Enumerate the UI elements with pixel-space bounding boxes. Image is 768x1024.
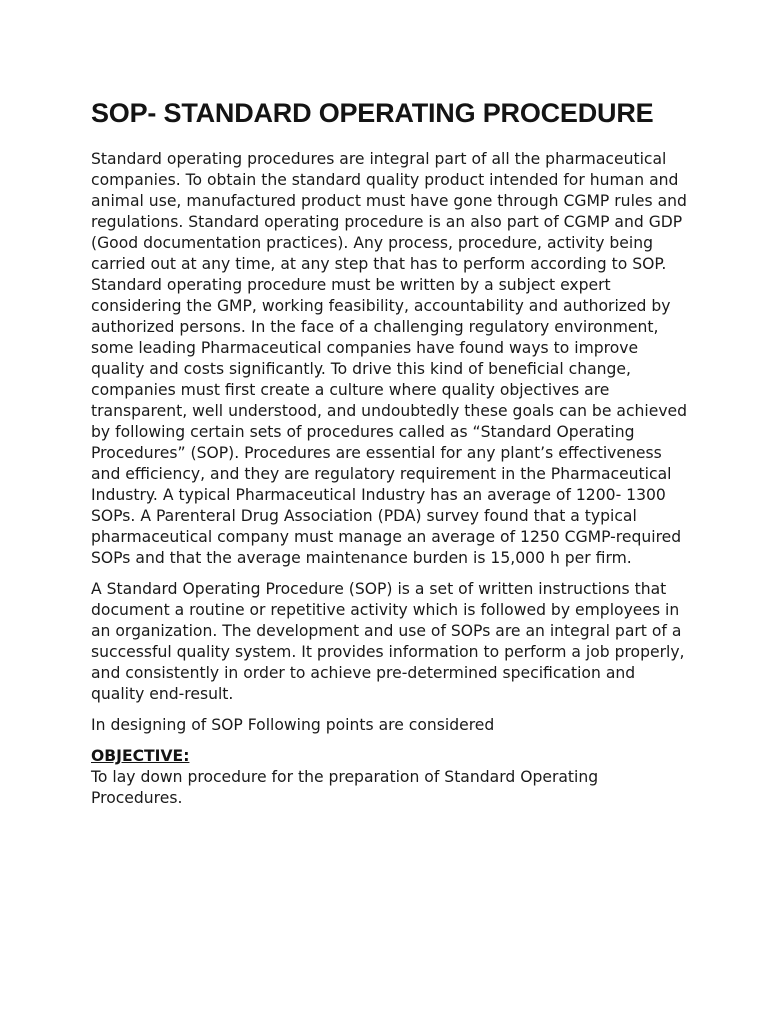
objective-heading: OBJECTIVE: <box>91 747 190 765</box>
document-body <box>91 96 691 809</box>
intro-paragraph: Standard operating procedures are integral part of all the pharmaceutical companies. To obtain the standard quality product intended for human and animal use, manufactured product must have gone through CGMP rules and regulations. Standard operating procedure is an also part of CGMP and GDP (Good documentation practices). Any process, procedure, activity being carried out at any time, at any step that has to perform according to SOP. Standard operating procedure must be written by a subject expert considering the GMP, working feasibility, accountability and authorized by authorized persons. In the face of a challenging regulatory environment, some leading Pharmaceutical companies have found ways to improve quality and costs significantly. To drive this kind of beneficial change, companies must first create a culture where quality objectives are transparent, well understood, and undoubtedly these goals can be achieved by following certain sets of procedures called as “Standard Operating Procedures” (SOP). Procedures are essential for any plant’s effectiveness and efficiency, and they are regulatory requirement in the Pharmaceutical Industry. A typical Pharmaceutical Industry has an average of 1200- 1300 SOPs. A Parenteral Drug Association (PDA) survey found that a typical pharmaceutical company must manage an average of 1250 CGMP-required SOPs and that the average maintenance burden is 15,000 h per firm. <box>91 150 688 567</box>
document-title: SOP- STANDARD OPERATING PROCEDURE <box>91 98 654 128</box>
definition-paragraph: A Standard Operating Procedure (SOP) is a set of written instructions that document a routine or repetitive activity which is followed by employees in an organization. The development and use of SOPs are an integral part of a successful quality system. It provides information to perform a job properly, and consistently in order to achieve pre-determined specification and quality end-result. <box>91 580 685 703</box>
objective-text: To lay down procedure for the preparation of Standard Operating Procedures. <box>91 768 599 807</box>
design-points-paragraph: In designing of SOP Following points are considered <box>91 716 495 734</box>
